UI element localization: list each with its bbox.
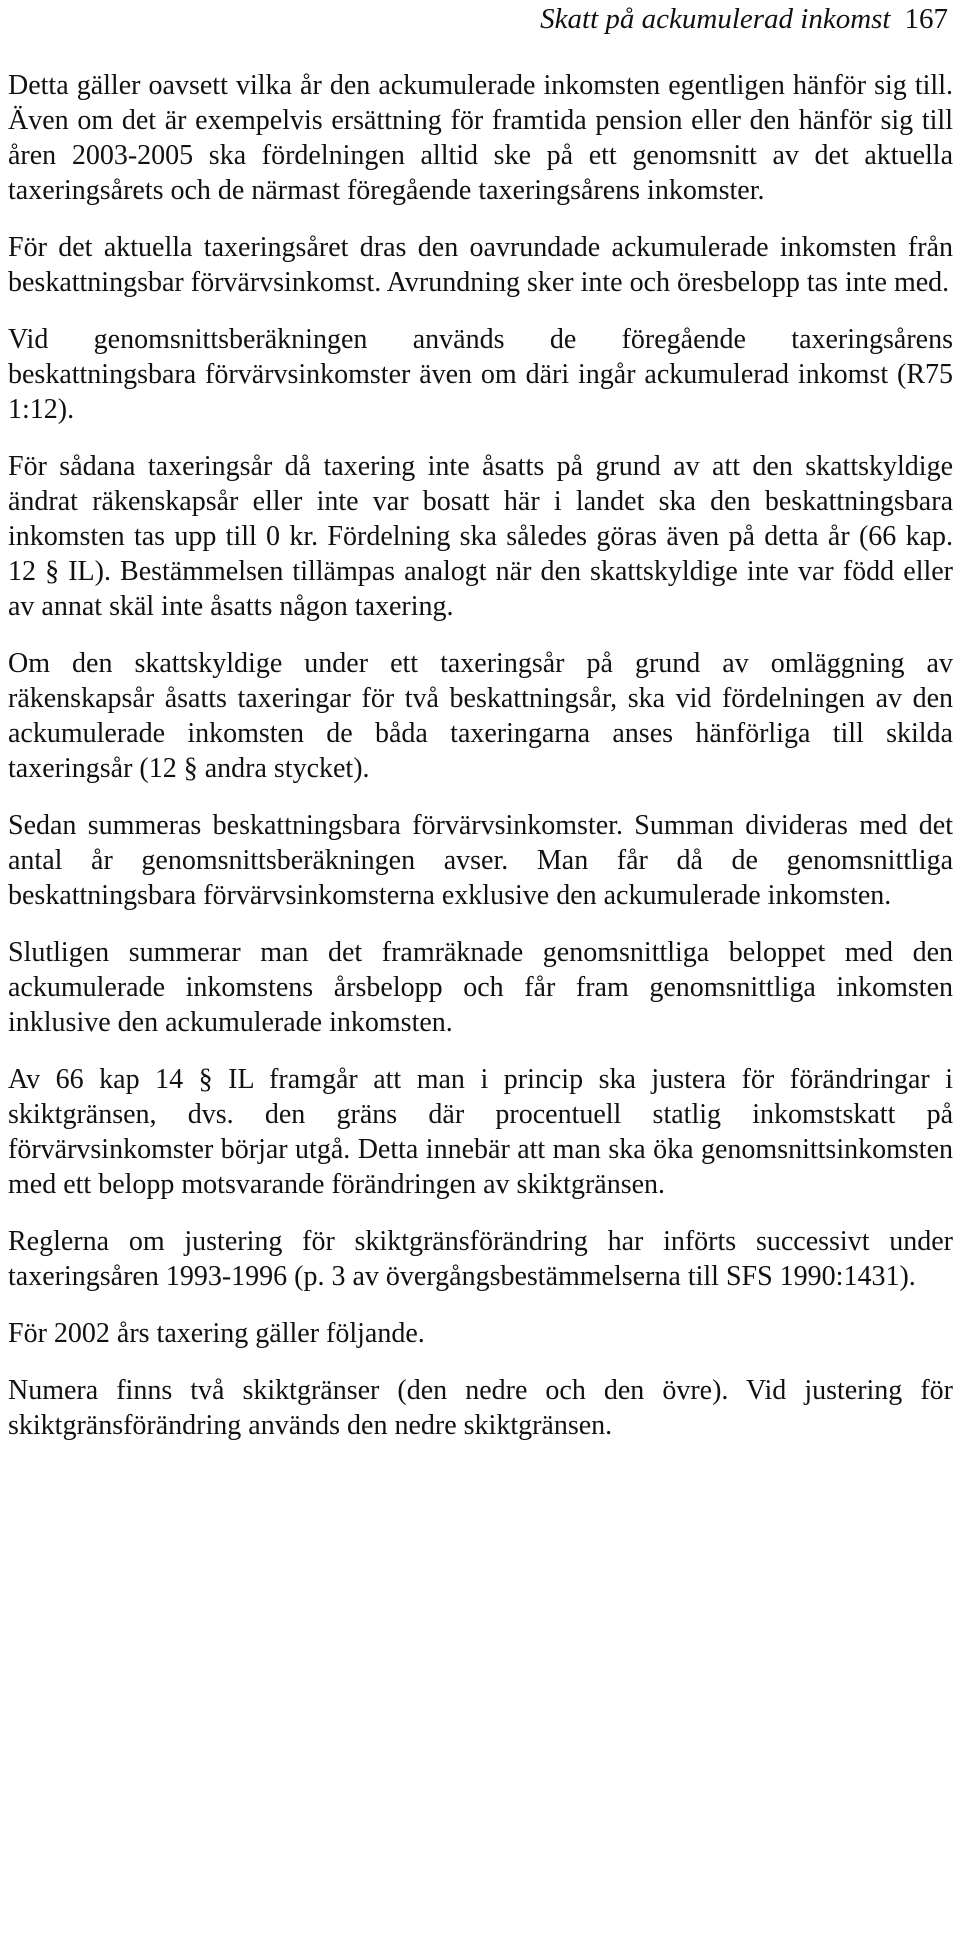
paragraph: Vid genomsnittsberäkningen används de föregående taxeringsårens beskattningsbara förvärvsinkomster även om däri ingår ackumulerad inkomst (R75 1:12). (8, 324, 953, 425)
body-text (8, 68, 953, 1443)
paragraph: Av 66 kap 14 § IL framgår att man i princip ska justera för förändringar i skiktgränsen, dvs. den gräns där procentuell statlig inkomstskatt på förvärvsinkomster börjar utgå. Detta innebär att man ska öka genomsnittsinkomsten med ett belopp motsvarande förändringen av skiktgränsen. (8, 1064, 953, 1200)
running-header (540, 2, 948, 36)
paragraph: Detta gäller oavsett vilka år den ackumulerade inkomsten egentligen hänför sig till. Även om det är exempelvis ersättning för framtida pension eller den hänför sig till åren 2003-2005 ska fördelningen alltid ske på ett genomsnitt av det aktuella taxeringsårets och de närmast föregående taxeringsårens inkomster. (8, 70, 953, 206)
paragraph: För sådana taxeringsår då taxering inte åsatts på grund av att den skattskyldige ändrat räkenskapsår eller inte var bosatt här i landet ska den beskattningsbara inkomsten tas upp till 0 kr. Fördelning ska således göras även på detta år (66 kap. 12 § IL). Bestämmelsen tillämpas analogt när den skattskyldige inte var född eller av annat skäl inte åsatts någon taxering. (8, 451, 953, 622)
paragraph: Reglerna om justering för skiktgränsförändring har införts successivt under taxeringsåren 1993-1996 (p. 3 av övergångsbestämmelserna till SFS 1990:1431). (8, 1226, 953, 1292)
paragraph: Sedan summeras beskattningsbara förvärvsinkomster. Summan divideras med det antal år genomsnittsberäkningen avser. Man får då de genomsnittliga beskattningsbara förvärvsinkomsterna exklusive den ackumulerade inkomsten. (8, 810, 953, 911)
paragraph: För det aktuella taxeringsåret dras den oavrundade ackumulerade inkomsten från beskattningsbar förvärvsinkomst. Avrundning sker inte och öresbelopp tas inte med. (8, 232, 953, 298)
paragraph: Numera finns två skiktgränser (den nedre och den övre). Vid justering för skiktgränsförändring används den nedre skiktgränsen. (8, 1375, 953, 1441)
paragraph: För 2002 års taxering gäller följande. (8, 1318, 425, 1349)
chapter-title: Skatt på ackumulerad inkomst (540, 3, 891, 35)
paragraph: Slutligen summerar man det framräknade genomsnittliga beloppet med den ackumulerade inkomstens årsbelopp och får fram genomsnittliga inkomsten inklusive den ackumulerade inkomsten. (8, 937, 953, 1038)
page-number: 167 (904, 3, 948, 35)
paragraph: Om den skattskyldige under ett taxeringsår på grund av omläggning av räkenskapsår åsatts taxeringar för två beskattningsår, ska vid fördelningen av den ackumulerade inkomsten de båda taxeringarna anses hänförliga till skilda taxeringsår (12 § andra stycket). (8, 648, 953, 784)
